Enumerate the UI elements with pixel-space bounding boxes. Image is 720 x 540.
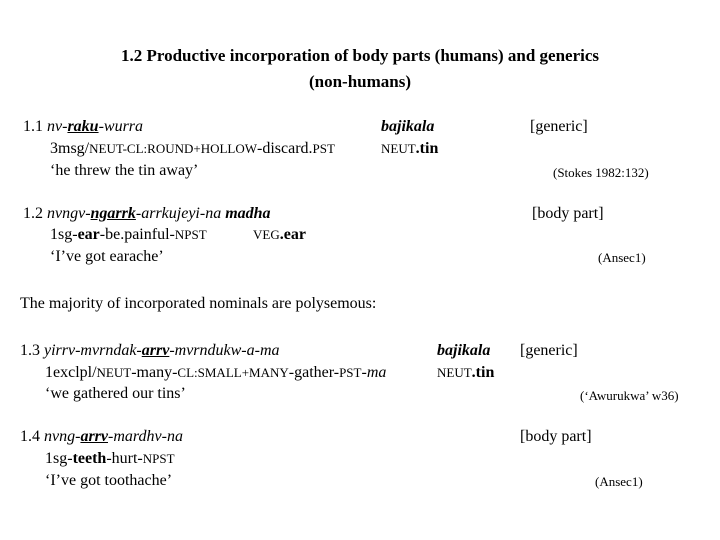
intro-sentence: The majority of incorporated nominals are polysemous: (20, 295, 377, 312)
incorporated-root: raku (67, 118, 99, 135)
example-1-2-category: [body part] (532, 205, 604, 222)
example-1-2-translation: ‘I’ve got earache’ (50, 248, 164, 265)
incorporated-root: arrv (80, 428, 108, 445)
example-1-1-noun: bajikala (381, 118, 435, 135)
example-1-1-translation: ‘he threw the tin away’ (50, 162, 199, 179)
example-1-1-noun-gloss: NEUT.tin (381, 140, 439, 157)
example-1-2-gloss: 1sg-ear-be.painful-NPST (50, 226, 207, 243)
example-1-3-noun: bajikala (437, 342, 491, 359)
word-suffix: -mardhv-na (108, 428, 183, 445)
example-1-3-source: (‘Awurukwa’ w36) (580, 388, 679, 403)
word-prefix: yirrv-mvrndak- (44, 342, 142, 359)
example-1-4-line (20, 428, 183, 446)
word-prefix: nv- (47, 118, 68, 135)
example-1-1-line (23, 118, 143, 136)
example-1-3-category: [generic] (520, 342, 578, 359)
word-suffix: -wurra (98, 118, 144, 135)
example-1-4-source: (Ansec1) (595, 474, 643, 489)
example-1-4-gloss: 1sg-teeth-hurt-NPST (45, 450, 175, 467)
example-number: 1.3 (20, 342, 40, 359)
example-1-2-source: (Ansec1) (598, 250, 646, 265)
example-1-3-gloss: 1exclpl/NEUT-many-CL:SMALL+MANY-gather-PST-ma (45, 364, 387, 381)
incorporated-root: arrv (141, 342, 170, 359)
word-prefix: nvng- (44, 428, 81, 445)
title-line-1: 1.2 Productive incorporation of body parts (humans) and generics (120, 46, 600, 65)
example-1-3-noun-gloss: NEUT.tin (437, 364, 495, 381)
example-1-1-gloss: 3msg/NEUT-CL:ROUND+HOLLOW-discard.PST (50, 140, 335, 157)
example-1-3-line (20, 342, 280, 360)
incorporated-root: ngarrk (90, 205, 136, 222)
title-line-2: (non-humans) (308, 72, 412, 91)
example-number: 1.4 (20, 428, 40, 445)
example-1-1-category: [generic] (530, 118, 588, 135)
example-1-4-translation: ‘I’ve got toothache’ (45, 472, 173, 489)
word-suffix: -arrkujeyi-na (135, 205, 222, 222)
example-1-2-noun: madha (225, 205, 271, 222)
page-title (40, 43, 680, 95)
example-1-3-translation: ‘we gathered our tins’ (45, 385, 186, 402)
example-number: 1.2 (23, 205, 43, 222)
example-1-2-line (23, 205, 271, 223)
example-1-2-noun-gloss: VEG.ear (253, 226, 306, 243)
word-prefix: nvngv- (47, 205, 91, 222)
example-number: 1.1 (23, 118, 43, 135)
word-suffix: -mvrndukw-a-ma (169, 342, 280, 359)
example-1-4-category: [body part] (520, 428, 592, 445)
example-1-1-source: (Stokes 1982:132) (553, 165, 649, 180)
